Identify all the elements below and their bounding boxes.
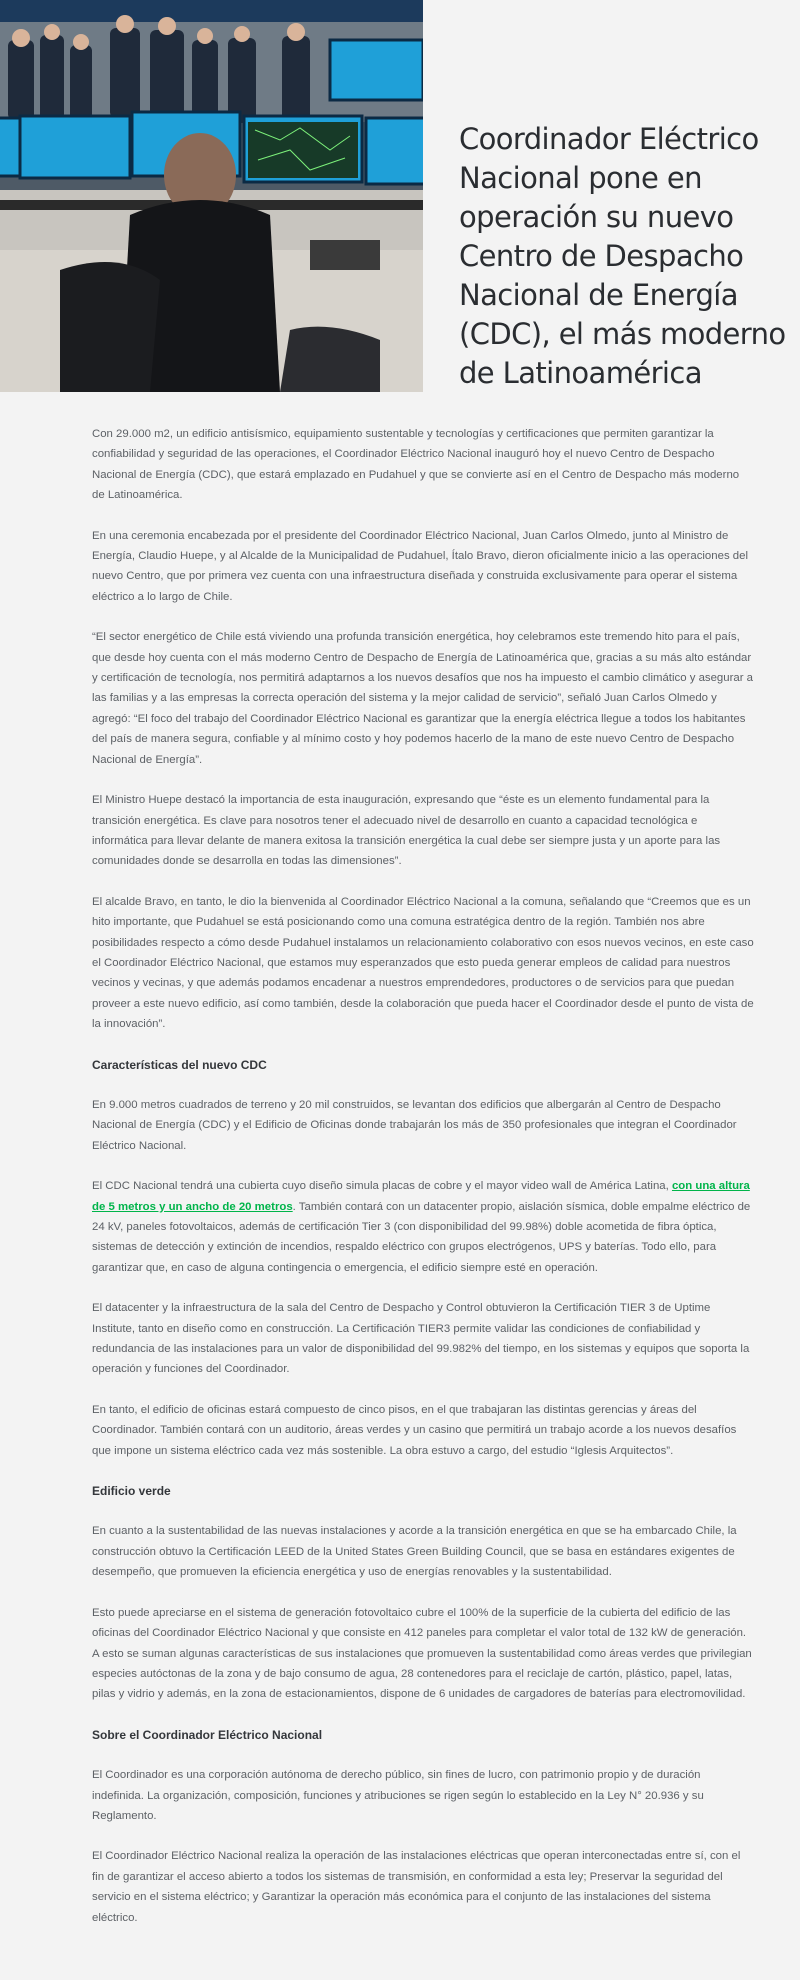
paragraph-cdc-text-b: . También contará con un datacenter propio, aislación sísmica, doble empalme eléctrico de 24 kV, paneles fotovoltaicos, además de certificación Tier 3 (con disponibilidad del 99.98%) doble acometida de fibra óptica, sistemas de detección y extinción de incendios, respaldo eléctrico con grupos electrógenos, UPS y baterías. Todo ello, para garantizar que, en caso de alguna contingencia o emergencia, el edificio siempre esté en operación. <box>92 1200 751 1274</box>
heading-features: Características del nuevo CDC <box>92 1057 267 1072</box>
photo-illustration <box>0 0 423 392</box>
paragraph-tier3: El datacenter y la infraestructura de la sala del Centro de Despacho y Control obtuvieron la Certificación TIER 3 de Uptime Institute, tanto en diseño como en construcción. La Certificación TIER3 permite validar las condiciones de confiabilidad y redundancia de las instalaciones para un valor de disponibilidad del 99.982% del tiempo, en los sistemas y equipos que soporta la operación y funciones del Coordinador. <box>92 1302 750 1376</box>
article-body <box>92 424 754 1948</box>
paragraph-huepe-quote: El Ministro Huepe destacó la importancia de esta inauguración, expresando que “éste es un elemento fundamental para la transición energética. Es clave para nosotros tener el adecuado nivel de desarrollo en cuanto a capacidad tecnológica e informática para llevar delante de manera exitosa la transición energética la cual debe ser siempre justa y un aporte para las comunidades donde se desarrolla en todas las dimensiones”. <box>92 794 721 868</box>
article-title: Coordinador Eléctrico Nacional pone en operación su nuevo Centro de Despacho Nacional de Energía (CDC), el más moderno de Latinoamérica <box>459 122 786 390</box>
video-wall-link[interactable]: con una altura de 5 metros y un ancho de 20 metros <box>92 1180 750 1213</box>
paragraph-about-1: El Coordinador es una corporación autónoma de derecho público, sin fines de lucro, con patrimonio propio y de duración indefinida. La organización, composición, funciones y atribuciones se rigen según lo establecido en la Ley N° 20.936 y su Reglamento. <box>92 1769 704 1822</box>
paragraph-intro: Con 29.000 m2, un edificio antisísmico, equipamiento sustentable y tecnologías y certificaciones que permiten garantizar la confiabilidad y seguridad de las operaciones, el Coordinador Eléctrico Nacional inauguró hoy el nuevo Centro de Despacho Nacional de Energía (CDC), que estará emplazado en Pudahuel y que se convierte así en el Centro de Despacho más moderno de Latinoamérica. <box>92 428 740 502</box>
paragraph-olmedo-quote: “El sector energético de Chile está viviendo una profunda transición energética, hoy celebramos este tremendo hito para el país, que desde hoy cuenta con el más moderno Centro de Despacho de Energía de Latinoamérica que, gracias a su más alto estándar y certificación de tecnología, nos permitirá adaptarnos a los nuevos desafíos que nos ha impuesto el cambio climático y asegurar a las familias y a las empresas la correcta operación del sistema y la mejor calidad de servicio”, señaló Juan Carlos Olmedo y agregó: “El foco del trabajo del Coordinador Eléctrico Nacional es garantizar que la energía eléctrica llegue a todos los habitantes del país de manera segura, confiable y al mínimo costo y hoy podemos hacerlo de la mano de este nuevo Centro de Despacho Nacional de Energía”. <box>92 631 754 766</box>
control-room-photo <box>0 0 423 392</box>
paragraph-cdc-text-a: El CDC Nacional tendrá una cubierta cuyo diseño simula placas de cobre y el mayor video wall de América Latina, <box>92 1180 672 1193</box>
heading-about: Sobre el Coordinador Eléctrico Nacional <box>92 1727 323 1742</box>
paragraph-offices: En tanto, el edificio de oficinas estará compuesto de cinco pisos, en el que trabajaran las distintas gerencias y áreas del Coordinador. También contará con un auditorio, áreas verdes y un casino que permitirá un trabajo acorde a los nuevos desafíos que impone un sistema eléctrico cada vez más sostenible. La obra estuvo a cargo, del estudio “Iglesis Arquitectos”. <box>92 1403 737 1457</box>
hero-section <box>0 0 800 392</box>
heading-green-building: Edificio verde <box>92 1484 171 1499</box>
paragraph-bravo-quote: El alcalde Bravo, en tanto, le dio la bienvenida al Coordinador Eléctrico Nacional a la comuna, señalando que “Creemos que es un hito importante, que Pudahuel se está posicionando como una comuna estratégica dentro de la región. También nos abre posibilidades respecto a cómo desde Pudahuel instalamos un relacionamiento colaborativo con esos nuevos vecinos, en este caso el Coordinador Eléctrico Nacional, que estamos muy esperanzados que esto pueda generar empleos de calidad para nuestros vecinos y vecinas, y que además podamos encadenar a nuestros emprendedores, productores o de servicios para que puedan proveer a este nuevo edificio, así como también, desde la colaboración que pueda hacer el Coordinador desde el punto de vista de la innovación”. <box>92 895 754 1031</box>
paragraph-cdc-features <box>92 1176 754 1278</box>
paragraph-buildings: En 9.000 metros cuadrados de terreno y 20 mil construidos, se levantan dos edificios que albergarán al Centro de Despacho Nacional de Energía (CDC) y el Edificio de Oficinas donde trabajarán los más de 350 profesionales que integran el Coordinador Eléctrico Nacional. <box>92 1098 737 1152</box>
paragraph-about-2: El Coordinador Eléctrico Nacional realiza la operación de las instalaciones eléctricas que operan interconectadas entre sí, con el fin de garantizar el acceso abierto a todos los sistemas de transmisión, en conformidad a esta ley; Preservar la seguridad del servicio en el sistema eléctrico; y Garantizar la operación más económica para el conjunto de las instalaciones del sistema eléctrico. <box>92 1850 741 1924</box>
paragraph-ceremony: En una ceremonia encabezada por el presidente del Coordinador Eléctrico Nacional, Juan Carlos Olmedo, junto al Ministro de Energía, Claudio Huepe, y al Alcalde de la Municipalidad de Pudahuel, Ítalo Bravo, dieron oficialmente inicio a las operaciones del nuevo Centro, que por primera vez cuenta con una infraestructura diseñada y construida exclusivamente para operar el sistema eléctrico a lo largo de Chile. <box>92 529 749 603</box>
paragraph-solar: Esto puede apreciarse en el sistema de generación fotovoltaico cubre el 100% de la superficie de la cubierta del edificio de las oficinas del Coordinador Eléctrico Nacional y que consiste en 412 paneles para completar el valor total de 132 kW de generación. A esto se suman algunas características de sus instalaciones que promueven la sustentabilidad como áreas verdes que privilegian especies autóctonas de la zona y de bajo consumo de agua, 28 contenedores para el reciclaje de cartón, plástico, papel, latas, pilas y vidrio y además, en la zona de estacionamientos, dispone de 6 unidades de cargadores de baterías para electromovilidad. <box>92 1606 752 1701</box>
paragraph-leed: En cuanto a la sustentabilidad de las nuevas instalaciones y acorde a la transición energética en que se ha embarcado Chile, la construcción obtuvo la Certificación LEED de la United States Green Building Council, que se basa en estándares exigentes de desempeño, que promueven la eficiencia energética y uso de energías renovables y la sustentabilidad. <box>92 1525 737 1579</box>
